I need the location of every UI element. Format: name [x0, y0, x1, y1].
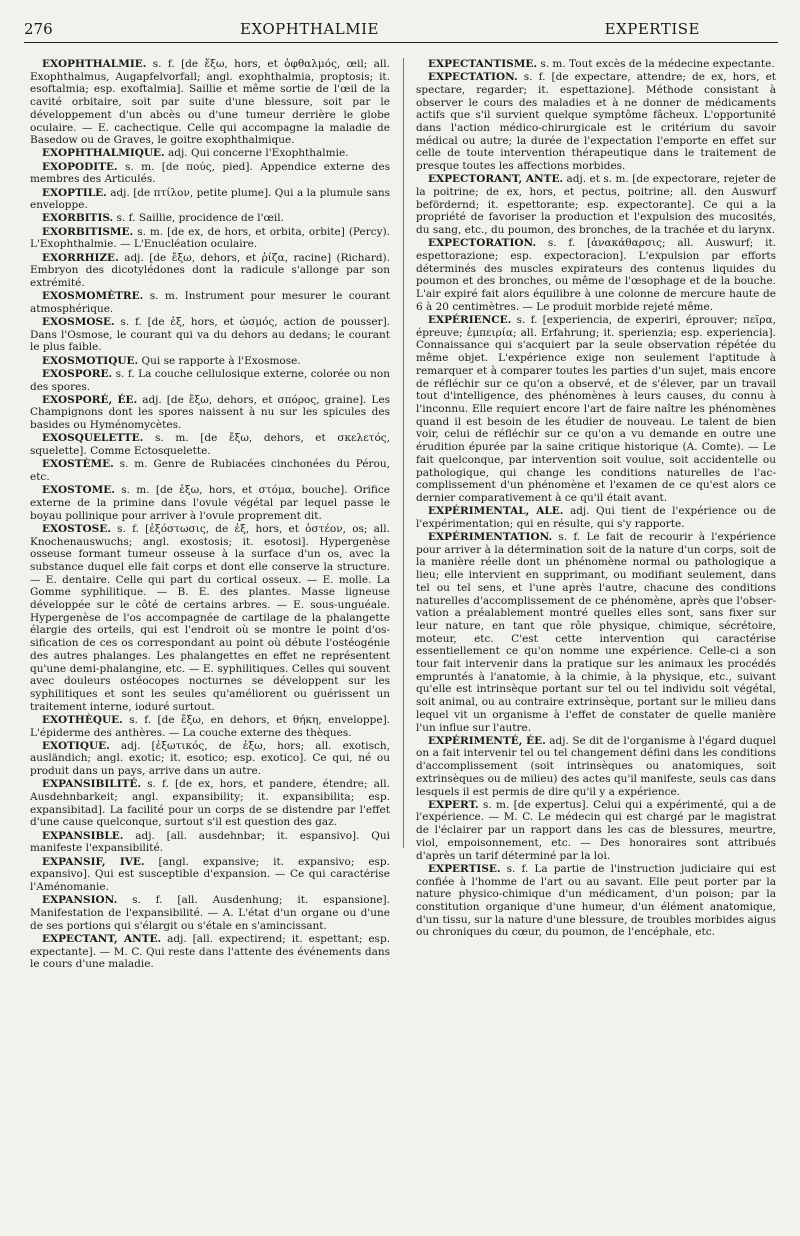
dictionary-entry	[416, 863, 776, 939]
entry-headword: EXPÉRIMENTATION.	[428, 531, 553, 544]
dictionary-entry	[30, 252, 390, 290]
entry-headword: EXOSPORÉ, ÉE.	[42, 393, 138, 406]
left-column	[30, 58, 390, 971]
entry-headword: EXOSTOSE.	[42, 522, 111, 535]
dictionary-entry	[30, 484, 390, 522]
entry-definition: s. f. [de ex, hors, et pandere, étendre; all. Ausdehnbarkeit; angl. expansibility; it. expansibilita; esp. expansibitad]. La facilité pour un corps de se distendre par l'effet d'une cause quelconque, surtout s'il est question des gaz.	[30, 778, 390, 829]
dictionary-entry	[416, 173, 776, 237]
running-head-right: EXPERTISE	[604, 20, 700, 38]
dictionary-entry	[30, 933, 390, 971]
entry-definition: adj. [de ἔξω, dehors, et σπόρος, graine]. Les Champignons dont les spores naissent à nu sur les spicules des basides ou Hyménomycètes.	[30, 393, 390, 432]
dictionary-entry	[30, 778, 390, 829]
dictionary-entry	[30, 830, 390, 855]
dictionary-entry	[30, 894, 390, 932]
entry-definition: adj. et s. m. [de expectorare, rejeter de la poitrine; de ex, hors, et pectus, poitrine; all. den Auswurf befördernd; it. espettorante; esp. expectorante]. Ce qui a la propriété de favoriser la production et l'expulsion des mucosités, du sang, etc., du poumon, des bronches, de la trachée et du larynx.	[416, 173, 776, 237]
entry-headword: EXOTHÈQUE.	[42, 713, 123, 726]
dictionary-entry	[30, 740, 390, 778]
entry-definition: s. f. Saillie, procidence de l'œil.	[116, 212, 284, 225]
dictionary-entry	[30, 856, 390, 894]
entry-headword: EXPÉRIENCE.	[428, 314, 512, 327]
entry-headword: EXPECTATION.	[428, 71, 518, 84]
entry-definition: s. f. [de ἔξω, hors, et ὀφθαλμός, œil; all. Exophthalmus, Augapfelvorfall; angl. exophthalmia, proptosis; it. esoftalmia; esp. exoftalmia]. Saillie et même sortie de l'œil de la cavité orbitaire, soit par suite d'une blessure, soit par le développement d'un abcès ou d'une tumeur derrière le globe oculaire. — E. cachectique. Celle qui accompagne la maladie de Basedow ou de Graves, le goitre exophthalmique.	[30, 58, 390, 147]
right-column	[416, 58, 776, 940]
entry-definition: s. m. [de ἔξω, dehors, et σκελετός, squelette]. Comme Ectosquelette.	[30, 432, 390, 458]
entry-headword: EXOPHTHALMIE.	[42, 58, 147, 70]
dictionary-entry	[30, 714, 390, 739]
entry-headword: EXORRHIZE.	[42, 251, 119, 264]
dictionary-entry	[416, 735, 776, 799]
dictionary-entry	[416, 799, 776, 863]
entry-headword: EXOSTÈME.	[42, 458, 114, 471]
dictionary-entry	[416, 505, 776, 530]
page-header	[24, 20, 778, 46]
entry-definition: s. m. Instrument pour mesurer le courant atmosphérique.	[30, 290, 390, 315]
entry-definition: adj. Se dit de l'organisme à l'égard duquel on a fait intervenir tel ou tel changement défini dans les conditions d'accomplissement (soit intrinsèques ou anatomiques, soit extrinsèques ou de milieu) des actes qu'il manifeste, seuls cas dans lesquels il est permis de dire qu'il y a expérience.	[416, 734, 776, 798]
entry-headword: EXPANSIBILITÉ.	[42, 778, 142, 791]
entry-headword: EXPECTORATION.	[428, 237, 537, 250]
entry-definition: adj. [all. ausdehnbar; it. espansivo]. Qui manifeste l'expansibilité.	[30, 829, 390, 855]
entry-headword: EXOPTILE.	[42, 186, 107, 199]
entry-definition: s. m. [de πούς, pied]. Appendice externe des membres des Articulés.	[30, 160, 390, 186]
entry-headword: EXOSMOSE.	[42, 316, 115, 329]
dictionary-entry	[30, 523, 390, 714]
dictionary-entry	[416, 531, 776, 734]
entry-definition: s. f. [de expectare, attendre; de ex, hors, et spectare, regarder; it. espettazione]. Méthode consistant à observer le cours des maladies et à ne donner de médicaments actifs que s'il survient quelque symptôme fâcheux. L'opportunité dans l'action médico-chirurgicale est le critérium du savoir médical ou autre; la durée de l'expectation l'emporte en effet sur celle de toute intervention thérapeutique dans le traitement de presque toutes les affections morbides.	[416, 71, 776, 173]
entry-headword: EXOSMOTIQUE.	[42, 354, 139, 367]
dictionary-entry	[30, 290, 390, 315]
dictionary-entry	[30, 58, 390, 147]
entry-headword: EXORBITIS.	[42, 212, 114, 225]
entry-definition: adj. Qui tient de l'expérience ou de l'expérimentation; qui en résulte, qui s'y rapporte.	[416, 505, 776, 530]
dictionary-entry	[30, 316, 390, 354]
entry-headword: EXOTIQUE.	[42, 739, 110, 752]
entry-definition: s. f. [de ἐξ, hors, et ὠσμός, action de pousser]. Dans l'Osmose, le courant qui va du dehors au dedans; le courant le plus faible.	[30, 316, 390, 354]
entry-headword: EXPERT.	[428, 798, 479, 811]
entry-headword: EXPECTANT, ANTE.	[42, 932, 162, 945]
entry-definition: s. f. [experiencia, de experiri, éprouver; πεῖρα, épreuve; ἐμπειρία; all. Erfahrung; it. sperienzia; esp. experiencia]. Connaissance qui s'acquiert par la seule observation répétée du même objet. L'expérience exige non seulement l'aptitude à remarquer et à comparer toutes les parties d'un sujet, mais encore de réfléchir sur ce qu'on a observé, et de s'élever, par un travail tout d'intelligence, des phénomènes à leurs causes, du connu à l'inconnu. Elle requiert encore l'art de faire naître les phénomènes quand il est besoin de les étudier de nouveau. Le talent de bien voir, celui de réfléchir sur ce qu'on a vu demande en outre une érudition épurée par la saine critique historique (A. Comte). — Le fait quelconque, par intervention soit voulue, soit accidentelle ou pathologique, qui change les conditions naturelles de l'accomplissement d'un phénomène et l'examen de ce qu'est alors ce dernier comparativement à ce qu'il était avant.	[416, 314, 776, 504]
entry-definition: [angl. expansive; it. expansivo; esp. expansivo]. Qui est susceptible d'expansion. — Ce qui caractérise l'Aménomanie.	[30, 855, 390, 893]
dictionary-entry	[416, 237, 776, 313]
page-number: 276	[24, 20, 53, 38]
dictionary-entry	[30, 394, 390, 432]
entry-definition: s. m. [de ἐξω, hors, et στόμα, bouche]. Orifice externe de la primine dans l'ovule végétal par lequel passe le boyau pollinique pour arriver à l'ovule proprement dit.	[30, 484, 390, 522]
entry-headword: EXOSTOME.	[42, 484, 115, 497]
entry-headword: EXOPODITE.	[42, 160, 118, 173]
entry-definition: s. f. [ἀνακάθαρσις; all. Auswurf; it. espettorazione; esp. expectoracion]. L'expulsion par efforts déterminés des muscles expirateurs des contenus liquides du poumon et des bronches, ou même de l'œsophage et de la bouche. L'air expiré fait alors équilibre à une colonne de mercure haute de 6 à 20 centimètres. — Le produit morbide rejeté même.	[416, 237, 776, 313]
entry-headword: EXOSMOMÈTRE.	[42, 290, 144, 303]
entry-headword: EXPÉRIMENTÉ, ÉE.	[428, 734, 546, 747]
entry-headword: EXPANSION.	[42, 894, 118, 907]
entry-definition: s. f. La partie de l'instruction judiciaire qui est confiée à l'homme de l'art ou au savant. Elle peut porter par la nature physico-chimique d'un médicament, d'un poison; par la constitution organique d'une humeur, d'un élément anatomique, d'un tissu, sur la nature d'une blessure, de troubles morbides aigus ou chroniques du cœur, du poumon, de l'encéphale, etc.	[416, 862, 777, 939]
entry-definition: s. m. [de ex, de hors, et orbita, orbite] (Percy). L'Exophthalmie. — L'Enucléation oculaire.	[30, 225, 391, 251]
entry-definition: s. f. [all. Ausdenhung; it. espansione]. Manifestation de l'expansibilité. — A. L'état d'un organe ou d'une de ses portions qui s'élargit ou s'étale en s'amincissant.	[30, 894, 390, 932]
entry-definition: s. m. [de expertus]. Celui qui a expérimenté, qui a de l'expérience. — M. C. Le médecin qui est chargé par le magistrat de l'éclairer par un rapport dans les cas de blessures, meurtre, viol, empoisonnement, etc. — Des honoraires sont attribués d'après un tarif déterminé par la loi.	[416, 798, 777, 862]
entry-headword: EXPANSIBLE.	[42, 829, 124, 842]
entry-headword: EXPERTISE.	[428, 862, 501, 875]
dictionary-entry	[30, 187, 390, 212]
dictionary-entry	[30, 212, 390, 225]
dictionary-entry	[416, 71, 776, 173]
dictionary-entry	[416, 58, 776, 71]
dictionary-entry	[30, 161, 390, 186]
entry-definition: adj. [ἐξωτικός, de ἐξω, hors; all. exotisch, ausländich; angl. exotic; it. esotico; esp. exotico]. Ce qui, né ou produit dans un pays, arrive dans un autre.	[30, 739, 390, 778]
entry-headword: EXPANSIF, IVE.	[42, 855, 145, 868]
dictionary-entry	[30, 458, 390, 483]
entry-definition: adj. [de ἔξω, dehors, et ῥίζα, racine] (Richard). Embryon des dicotylédones dont la radicule s'allonge par son extrémité.	[30, 251, 390, 289]
running-head-left: EXOPHTHALMIE	[240, 20, 379, 38]
entry-definition: adj. Qui concerne l'Exophthalmie.	[168, 147, 349, 160]
entry-headword: EXPECTANTISME.	[428, 58, 537, 70]
entry-definition: s. m. Tout excès de la médecine expectante.	[540, 58, 775, 70]
dictionary-entry	[30, 368, 390, 393]
entry-headword: EXOSPORE.	[42, 367, 113, 380]
text-columns	[30, 58, 775, 1228]
entry-definition: s. f. Le fait de recourir à l'expérience pour arriver à la détermination soit de la nature d'un corps, soit de la manière réelle dont un phénomène normal ou pathologique a lieu; elle intervient en supprimant, ou modifiant seulement, dans tel ou tel sens, et l'une après l'autre, chacune des conditions naturelles d'accomplissement de ce phénomène, après que l'observation a préalablement montré quelles elles sont, sans fixer sur leur nature, en tant que rôle physique, chimique, sécrétoire, moteur, etc. C'est cette intervention qui caractérise essentiellement ce qu'on nomme une expérience. Celle-ci a son tour fait intervenir dans la pratique sur les animaux les procédés empruntés à l'anatomie, à la chimie, à la physique, etc., suivant qu'elle est intrinsèque portant sur tel ou tel individu soit végétal, soit animal, ou au contraire extrinsèque, portant sur le milieu dans lequel vit un organisme à l'effet de constater de quelle manière l'un influe sur l'autre.	[416, 531, 777, 734]
entry-headword: EXPECTORANT, ANTE.	[428, 173, 564, 186]
entry-definition: adj. [de πτίλον, petite plume]. Qui a la plumule sans enveloppe.	[30, 186, 390, 212]
entry-definition: Qui se rapporte à l'Exosmose.	[141, 354, 301, 367]
dictionary-entry	[30, 355, 390, 368]
entry-definition: s. f. [ἐξόστωσις, de ἐξ, hors, et ὀστέον, os; all. Knochenauswuchs; angl. exostosis; it. esotosi]. Hypergenèse osseuse formant tumeur osseuse à la surface d'un os, avec la substance duquel elle fait corps et dont elle conserve la structure. — E. dentaire. Celle qui part du cortical osseux. — E. molle. La Gomme syphilitique. — B. E. des plantes. Masse ligneuse développée sur le côté de certains arbres. — E. sous-unguéale. Hypergenèse de l'os accompagnée de cartilage de la phalangette élargie des orteils, qui est l'endroit où se montre le point d'ossification de ces os correspondant au point où débute l'ostéogénie des autres phalanges. Les phalangettes en effet ne représentent qu'une demi-phalangine, etc. — E. syphilitiques. Celles qui souvent avec douleurs ostéocopes nocturnes se développent sur les syphilitiques et sont les seules qu'améliorent ou guérissent un traitement interne, ioduré surtout.	[30, 522, 390, 713]
entry-definition: s. m. Genre de Rubiacées cinchonées du Pérou, etc.	[30, 458, 390, 483]
entry-headword: EXOSQUELETTE.	[42, 432, 144, 445]
entry-headword: EXOPHTHALMIQUE.	[42, 147, 165, 160]
entry-headword: EXPÉRIMENTAL, ALE.	[428, 505, 564, 518]
dictionary-entry	[416, 314, 776, 505]
dictionary-entry	[30, 432, 390, 457]
entry-headword: EXORBITISME.	[42, 225, 134, 238]
entry-definition: adj. [all. expectirend; it. espettant; esp. expectante]. — M. C. Qui reste dans l'attente des événements dans le cours d'une maladie.	[30, 932, 391, 971]
dictionary-entry	[30, 226, 390, 251]
dictionary-entry	[30, 147, 390, 160]
entry-definition: s. f. La couche cellulosique externe, colorée ou non des spores.	[30, 367, 390, 393]
header-rule	[24, 42, 778, 43]
column-divider	[403, 58, 404, 848]
entry-definition: s. f. [de ἔξω, en dehors, et θήκη, enveloppe]. L'épiderme des anthères. — La couche externe des thèques.	[30, 713, 391, 739]
